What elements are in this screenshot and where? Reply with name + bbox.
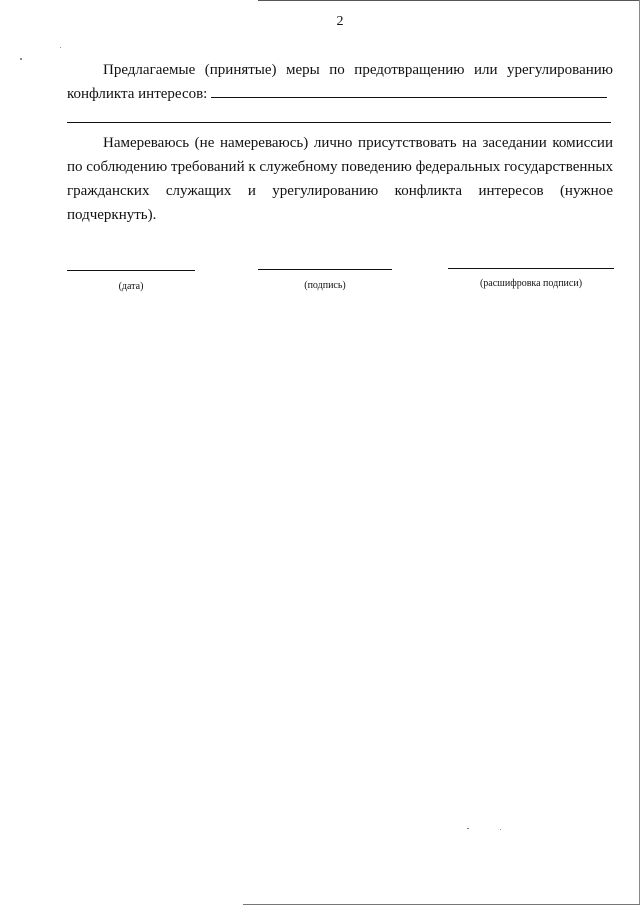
attendance-line: по соблюдению требований к служебному поведению федеральных государственных <box>67 159 613 175</box>
attendance-line: гражданских служащих и урегулированию конфликта интересов (нужное <box>67 183 613 199</box>
proposed-measures-line2 <box>67 86 607 102</box>
attendance-line: подчеркнуть). <box>67 207 157 223</box>
proposed-measures-line1 <box>67 58 613 82</box>
page-number: 2 <box>336 14 344 29</box>
scan-edge-top <box>258 0 640 1</box>
date-field-line[interactable] <box>67 270 195 271</box>
measures-fill-line[interactable] <box>211 96 607 98</box>
proposed-measures-paragraph <box>67 58 613 106</box>
scan-speck <box>467 828 469 829</box>
conflict-of-interest-label: конфликта интересов: <box>67 86 208 102</box>
scan-speck <box>60 47 61 48</box>
scan-speck <box>20 58 22 60</box>
attendance-line <box>67 131 613 155</box>
signature-field-line[interactable] <box>258 269 392 270</box>
scan-speck <box>500 829 501 830</box>
attendance-paragraph <box>67 131 613 227</box>
signature-label: (подпись) <box>304 280 346 291</box>
proposed-measures-text: Предлагаемые (принятые) меры по предотвращению или урегулированию <box>103 62 613 78</box>
measures-continuation-line[interactable] <box>67 122 611 123</box>
signature-decoding-label: (расшифровка подписи) <box>479 278 583 289</box>
signature-decoding-field-line[interactable] <box>448 268 614 269</box>
attendance-text-1: Намереваюсь (не намереваюсь) лично присутствовать на заседании комиссии <box>103 135 613 151</box>
date-label: (дата) <box>118 281 144 292</box>
